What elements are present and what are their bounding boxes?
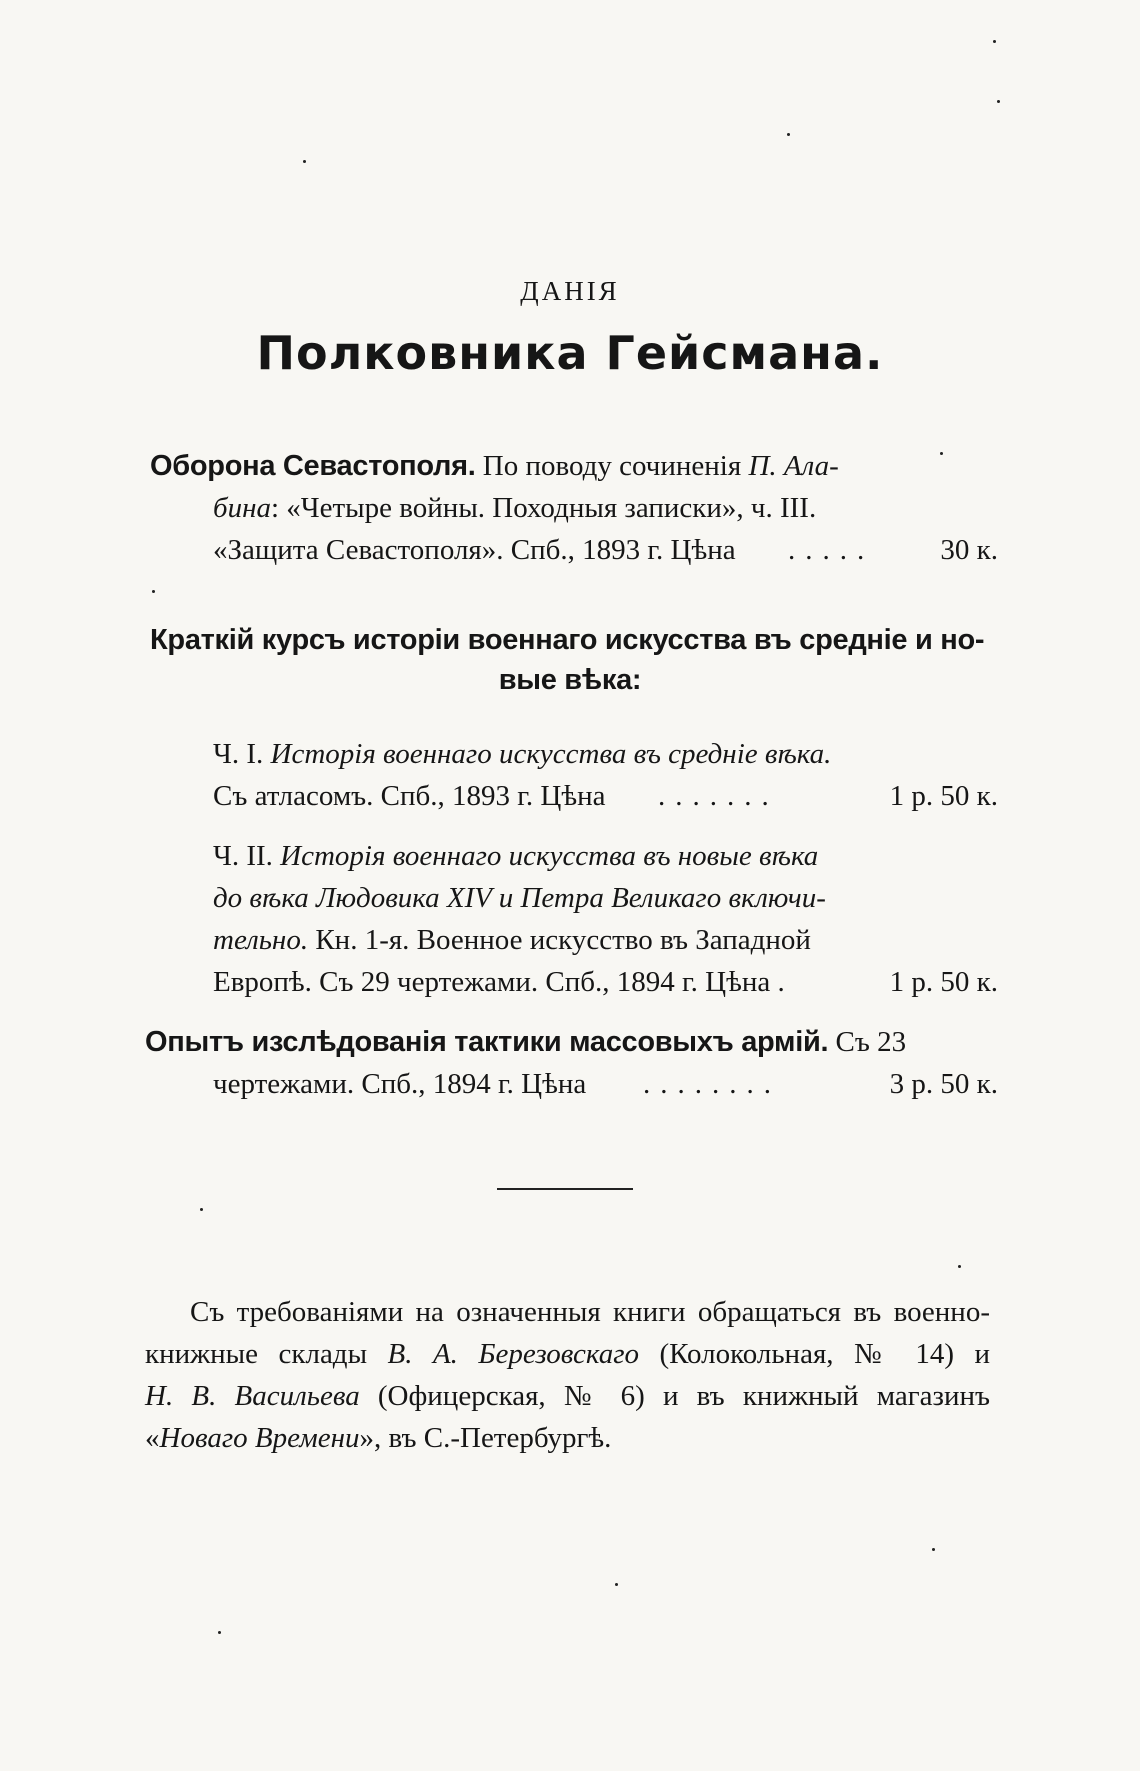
- entry-2b-line-4: [213, 962, 785, 1002]
- entry-2-title-line-1: [150, 620, 984, 660]
- entry-2-title-cont: вые вѣка:: [498, 664, 642, 696]
- entry-1-text-cont: : «Четыре войны. Походныя записки», ч. III.: [270, 492, 817, 524]
- scan-speck: [958, 1265, 961, 1268]
- notice-text-2a: книжные склады: [145, 1338, 388, 1370]
- heading-main: Полковника Гейсмана.: [256, 326, 884, 380]
- notice-text-4a: «: [145, 1422, 160, 1454]
- notice-newspaper: Новаго Времени: [159, 1422, 360, 1454]
- entry-1-leader-dots: .....: [788, 534, 875, 566]
- notice-store-1: В. А. Березовскаго: [387, 1338, 640, 1370]
- entry-2a-subtitle: Исторія военнаго искусства въ средніе вѣка.: [270, 738, 832, 770]
- heading-small: ДАНІЯ: [520, 276, 620, 306]
- entry-2b-subtitle: Исторія военнаго искусства въ новые вѣка: [280, 840, 819, 872]
- entry-2b-imprint: Европѣ. Съ 29 чертежами. Спб., 1894 г. Цѣна .: [213, 966, 785, 998]
- entry-1-line-2: [213, 488, 816, 528]
- entry-1-imprint: «Защита Севастополя». Спб., 1893 г. Цѣна: [213, 534, 736, 566]
- entry-2b-price: 1 р. 50 к.: [889, 966, 998, 998]
- scan-speck: [993, 40, 996, 43]
- entry-2-title-line-2: [0, 660, 1140, 700]
- entry-1-author-cont: бина: [213, 492, 271, 524]
- entry-1-line-1: [150, 446, 839, 486]
- notice-line-2: [145, 1334, 990, 1374]
- scan-speck: [940, 452, 943, 455]
- scan-speck: [787, 133, 790, 136]
- entry-2a-imprint: Съ атласомъ. Спб., 1893 г. Цѣна: [213, 780, 606, 812]
- entry-3-leader-dots: ........: [643, 1068, 781, 1100]
- entry-2a-leader-dots: .......: [658, 780, 779, 812]
- entry-1-price: 30 к.: [940, 534, 998, 566]
- notice-text-1: Съ требованіями на означенныя книги обращаться въ военно-: [190, 1296, 990, 1328]
- entry-2-title: Краткій курсъ исторіи военнаго искусства въ средніе и но-: [150, 624, 985, 656]
- entry-2b-part: Ч. II.: [213, 840, 281, 872]
- notice-text-4b: », въ С.-Петербургѣ.: [359, 1422, 612, 1454]
- entry-3-text: Съ 23: [828, 1026, 907, 1058]
- entry-3-price: 3 р. 50 к.: [889, 1068, 998, 1100]
- notice-line-3: [145, 1376, 990, 1416]
- entry-1-text: По поводу сочиненія: [475, 450, 749, 482]
- entry-1-line-3: [213, 530, 875, 570]
- entry-2b-subtitle-cont: до вѣка Людовика XIV и Петра Великаго включи-: [213, 882, 826, 914]
- scan-speck: [200, 1208, 203, 1211]
- entry-3-line-1: [145, 1022, 906, 1062]
- entry-2a-line-1: [213, 734, 831, 774]
- entry-3-line-2: [213, 1064, 781, 1104]
- entry-2b-line-3: [213, 920, 811, 960]
- entry-2a-price: 1 р. 50 к.: [889, 780, 998, 812]
- entry-2b-book: Кн. 1-я. Военное искусство въ Западной: [308, 924, 811, 956]
- notice-text-3: (Офицерская, № 6) и въ книжный магазинъ: [359, 1380, 990, 1412]
- entry-2b-subtitle-end: тельно.: [213, 924, 309, 956]
- entry-2a-part: Ч. I.: [213, 738, 271, 770]
- notice-text-2b: (Колокольная, № 14) и: [639, 1338, 990, 1370]
- scan-speck: [303, 160, 306, 163]
- scan-speck: [218, 1631, 221, 1634]
- entry-2b-line-2: [213, 878, 826, 918]
- scan-speck: [932, 1548, 935, 1551]
- notice-line-1: [190, 1292, 990, 1332]
- entry-2a-line-2: [213, 776, 779, 816]
- entry-3-title: Опытъ изслѣдованія тактики массовыхъ армій.: [145, 1026, 829, 1058]
- divider-rule: [497, 1188, 633, 1190]
- scan-speck: [152, 590, 155, 593]
- scan-speck: [997, 100, 1000, 103]
- entry-1-author: П. Ала-: [748, 450, 839, 482]
- notice-line-4: [145, 1418, 611, 1458]
- notice-store-2: Н. В. Васильева: [145, 1380, 360, 1412]
- entry-1-title: Оборона Севастополя.: [150, 450, 476, 482]
- scan-speck: [615, 1583, 618, 1586]
- entry-3-imprint: чертежами. Спб., 1894 г. Цѣна: [213, 1068, 587, 1100]
- entry-2b-line-1: [213, 836, 818, 876]
